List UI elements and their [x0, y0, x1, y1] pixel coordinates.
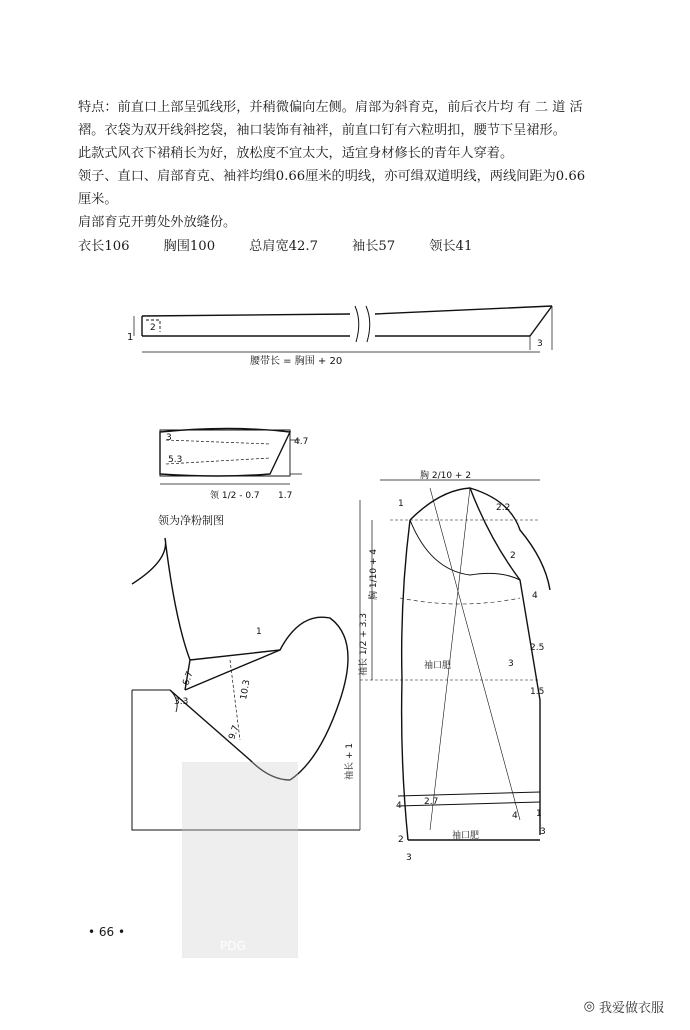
sleeve-side3: 袖长 + 1	[345, 743, 355, 780]
neck-v1: 1	[256, 627, 262, 637]
measure-sleeve: 袖长57	[352, 239, 396, 254]
measure-shoulder: 总肩宽42.7	[249, 239, 319, 254]
belt-n2: 2	[150, 323, 156, 333]
library-watermark	[180, 760, 300, 960]
sleeve-n4b: 4	[396, 801, 402, 811]
belt-n1: 1	[127, 332, 134, 343]
collar-v47: 4.7	[294, 437, 309, 447]
sleeve-n25: 2.5	[530, 643, 545, 653]
sleeve-side1: 胸 1/10 + 4	[369, 548, 379, 600]
sleeve-n4: 4	[532, 591, 538, 601]
belt-label: 腰带长 = 胸围 + 20	[250, 356, 343, 367]
sleeve-pattern	[360, 480, 550, 840]
sleeve-n27: 2.7	[424, 797, 439, 807]
sleeve-n15: 1.5	[530, 687, 545, 697]
neck-v103: 10.3	[239, 679, 253, 701]
measure-chest: 胸围100	[163, 239, 216, 254]
wechat-icon: ◎	[583, 999, 595, 1014]
measure-collar: 领长41	[429, 239, 473, 254]
belt-pattern	[134, 306, 552, 352]
sleeve-side2: 袖长 1/2 + 3.3	[359, 613, 369, 676]
neck-v97: 9.7	[227, 724, 242, 742]
sleeve-top: 胸 2/10 + 2	[420, 471, 472, 481]
sleeve-n3c: 3	[406, 853, 412, 863]
collar-v3: 3	[166, 433, 172, 443]
belt-n3: 3	[537, 339, 543, 349]
collar-v17: 1.7	[278, 491, 293, 501]
sleeve-n22: 2.2	[496, 503, 511, 513]
sleeve-n3: 3	[508, 659, 514, 669]
paragraph-features: 特点：前直口上部呈弧线形，并稍微偏向左侧。肩部为斜育克，前后衣片均 有 二 道 活褶。衣袋为双开线斜挖袋，袖口装饰有袖袢，前直口钉有六粒明扣，腰节下呈裙形。	[78, 100, 583, 138]
paragraph-style: 此款式风衣下裙稍长为好，放松度不宜太大，适宜身材修长的青年人穿着。	[78, 146, 514, 161]
neck-v67: 6.7	[181, 670, 196, 688]
measure-length: 衣长106	[78, 239, 130, 254]
watermark-text: PDG	[220, 939, 246, 953]
sleeve-n1b: 1	[536, 809, 542, 819]
collar-formula: 领 1/2 - 0.7	[210, 491, 260, 501]
sleeve-n1: 1	[398, 499, 404, 509]
paragraph-stitching: 领子、直口、肩部育克、袖袢均缉0.66厘米的明线，亦可缉双道明线，两线间距为0.66厘米。	[78, 169, 586, 207]
neck-v33: 3.3	[174, 697, 189, 707]
sleeve-n2b: 2	[398, 835, 404, 845]
sleeve-cuff2: 袖口肥	[452, 831, 480, 841]
paragraph-seam: 肩部育克开剪处外放缝份。	[78, 215, 237, 230]
page-number: • 66 •	[88, 925, 126, 939]
sleeve-n4c: 4	[512, 811, 518, 821]
sleeve-n3b: 3	[540, 827, 546, 837]
wechat-account: 我爱做衣服	[598, 1001, 664, 1016]
collar-caption: 领为净粉制图	[158, 514, 224, 527]
wechat-badge[interactable]	[584, 997, 664, 1016]
sleeve-n2: 2	[510, 551, 516, 561]
collar-v53: 5.3	[168, 455, 183, 465]
sleeve-cuff1: 袖口肥	[424, 661, 452, 671]
